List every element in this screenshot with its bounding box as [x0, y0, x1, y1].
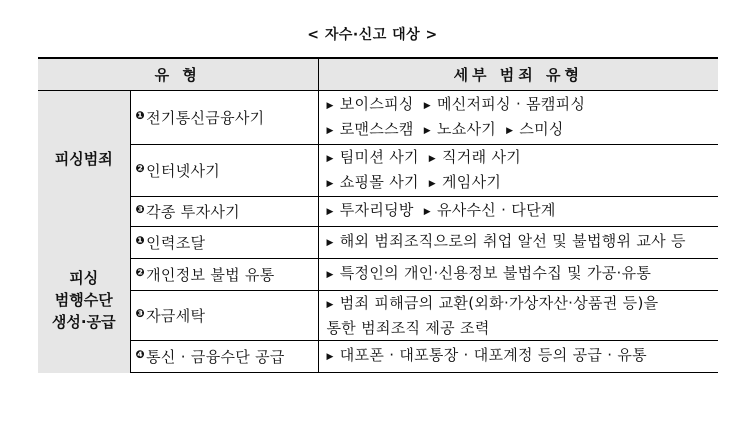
detail-cell — [318, 227, 718, 259]
detail-item: 특정인의 개인·신용정보 불법수집 및 가공·유통 — [339, 264, 652, 282]
crime-type-cell — [130, 341, 318, 373]
header-detail: 세부 범죄 유형 — [318, 58, 718, 91]
crime-type-cell — [130, 145, 318, 197]
table-row — [38, 197, 718, 227]
triangle-right-icon: ▶ — [428, 153, 437, 164]
detail-item: 노쇼사기 — [436, 119, 497, 138]
item-number: ❶ — [135, 109, 146, 122]
crime-type-cell — [130, 197, 318, 227]
item-number: ❸ — [135, 307, 146, 320]
category-label: 범행수단 — [54, 290, 113, 309]
crime-type-cell — [130, 259, 318, 291]
triangle-right-icon: ▶ — [423, 125, 431, 136]
table-row — [38, 145, 718, 197]
table-row — [38, 259, 718, 291]
detail-item: 쇼핑몰 사기 — [339, 172, 419, 191]
detail-line — [327, 118, 719, 143]
crime-type-cell — [130, 291, 318, 341]
detail-cell — [318, 91, 718, 145]
detail-line — [327, 199, 719, 224]
item-number: ❹ — [135, 348, 146, 361]
detail-item: 직거래 사기 — [442, 147, 522, 166]
crime-type-cell — [130, 91, 318, 145]
table-row — [38, 291, 718, 341]
crime-type-label: 각종 투자사기 — [146, 203, 240, 221]
detail-item: 로맨스스캠 — [339, 119, 414, 138]
crime-type-label: 인터넷사기 — [146, 162, 221, 180]
detail-line — [327, 292, 719, 317]
item-number: ❶ — [135, 234, 146, 247]
item-number: ❷ — [135, 266, 146, 279]
detail-item: 스미싱 — [519, 119, 564, 138]
detail-line — [327, 317, 719, 340]
triangle-right-icon: ▶ — [326, 178, 334, 189]
crime-type-label: 통신 · 금융수단 공급 — [146, 348, 285, 366]
header-type: 유 형 — [38, 58, 318, 91]
crime-type-label: 인력조달 — [146, 234, 206, 252]
triangle-right-icon: ▶ — [428, 178, 437, 189]
crime-type-cell — [130, 227, 318, 259]
crime-type-label: 전기통신금융사기 — [146, 109, 265, 127]
detail-item: 투자리딩방 — [339, 201, 414, 219]
table-body — [38, 91, 718, 373]
triangle-right-icon: ▶ — [326, 238, 334, 248]
detail-cell — [318, 291, 718, 341]
detail-item: 메신저피싱 · 몸캠피싱 — [436, 94, 586, 113]
triangle-right-icon: ▶ — [326, 207, 334, 217]
triangle-right-icon: ▶ — [506, 125, 514, 136]
detail-line — [327, 146, 719, 171]
table-header-row — [38, 58, 718, 91]
detail-item: 팀미션 사기 — [339, 147, 419, 166]
detail-line — [327, 171, 719, 196]
triangle-right-icon: ▶ — [423, 100, 431, 111]
item-number: ❷ — [135, 162, 146, 175]
triangle-right-icon: ▶ — [326, 299, 334, 310]
table-row — [38, 341, 718, 373]
category-cell — [38, 227, 130, 373]
detail-cell — [318, 145, 718, 197]
detail-line — [327, 230, 719, 255]
detail-cell — [318, 341, 718, 373]
report-table — [38, 57, 718, 373]
detail-line — [327, 344, 719, 369]
detail-cell — [318, 197, 718, 227]
table-row — [38, 91, 718, 145]
detail-item: 범죄 피해금의 교환(외화·가상자산·상품권 등)을 — [339, 293, 659, 312]
detail-item: 보이스피싱 — [339, 94, 414, 113]
category-label: 피싱 — [69, 268, 99, 287]
detail-item: 게임사기 — [442, 172, 502, 191]
detail-item: 유사수신 · 다단계 — [436, 201, 556, 219]
crime-type-label: 자금세탁 — [146, 307, 206, 325]
detail-line — [327, 262, 719, 287]
table-row — [38, 227, 718, 259]
item-number: ❸ — [135, 203, 146, 216]
triangle-right-icon: ▶ — [326, 270, 334, 280]
triangle-right-icon: ▶ — [326, 125, 334, 136]
category-label: 생성·공급 — [51, 312, 116, 331]
triangle-right-icon: ▶ — [423, 207, 431, 217]
detail-line — [327, 93, 719, 118]
category-cell — [38, 91, 130, 227]
category-label: 피싱범죄 — [54, 149, 113, 168]
detail-cell — [318, 259, 718, 291]
triangle-right-icon: ▶ — [326, 352, 334, 362]
detail-item: 해외 범죄조직으로의 취업 알선 및 불법행위 교사 등 — [339, 232, 686, 250]
page-title: < 자수·신고 대상 > — [307, 27, 438, 43]
detail-item: 대포폰 · 대포통장 · 대포계정 등의 공급 · 유통 — [339, 346, 647, 364]
crime-type-label: 개인정보 불법 유통 — [146, 266, 275, 284]
triangle-right-icon: ▶ — [326, 153, 334, 164]
triangle-right-icon: ▶ — [326, 100, 334, 111]
detail-item: 통한 범죄조직 제공 조력 — [326, 318, 490, 337]
